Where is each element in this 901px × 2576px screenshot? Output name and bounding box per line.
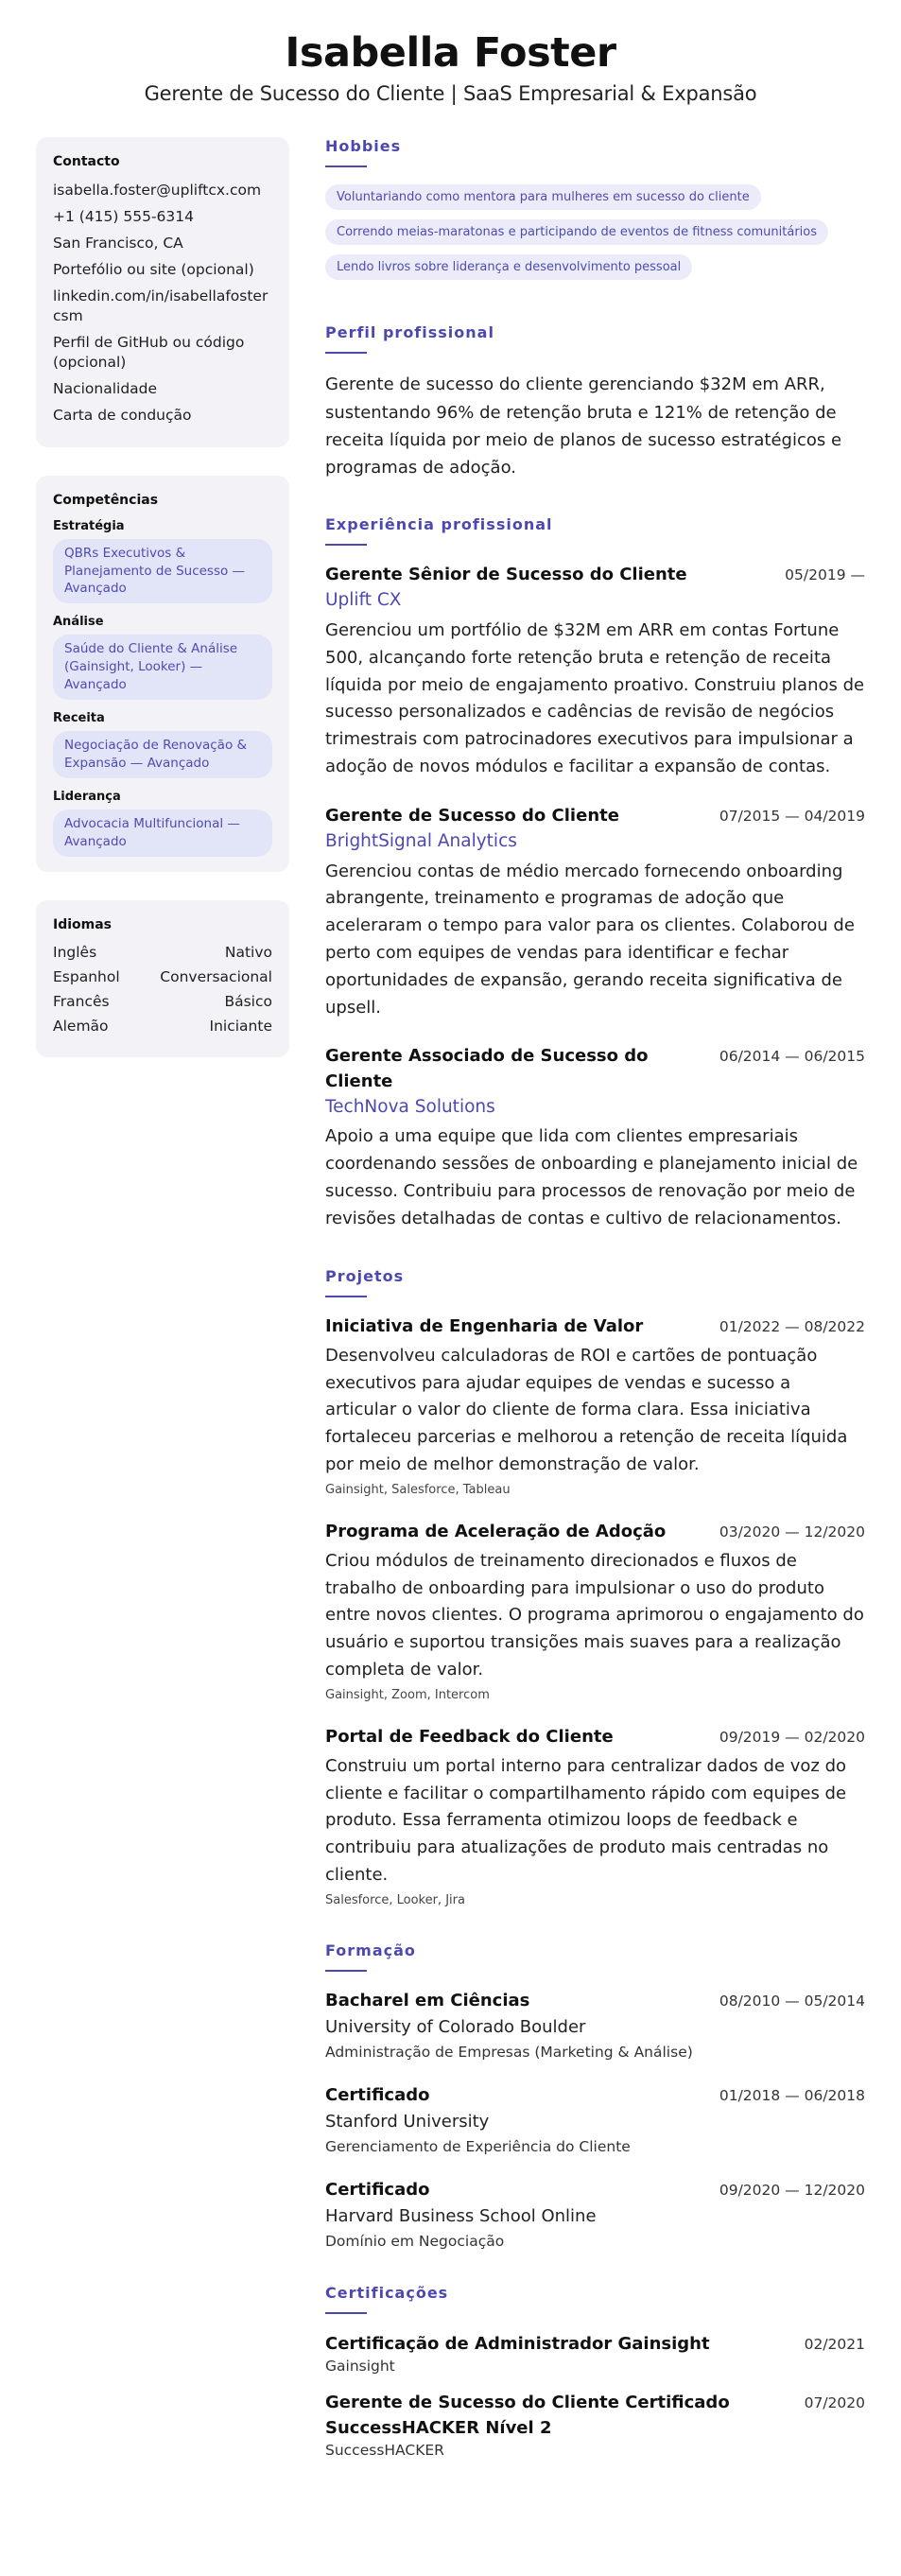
- section-divider: [325, 1296, 367, 1297]
- project-entry: [325, 1520, 865, 1702]
- languages-title: Idiomas: [53, 916, 113, 932]
- project-description: Desenvolveu calculadoras de ROI e cartões de pontuação executivos para ajudar equipes de vendas e sucesso a articular o valor do cliente de forma clara. Essa iniciativa fortaleceu parcerias e melhorou a retenção de receita líquida por meio de melhor demonstração de valor.: [325, 1345, 848, 1474]
- certification-name: Certificação de Administrador Gainsight: [325, 2334, 710, 2355]
- candidate-name: Isabella Foster: [285, 29, 616, 77]
- contact-driving-license: Carta de condução: [53, 406, 192, 424]
- project-dates: 01/2022 — 08/2022: [719, 1317, 865, 1335]
- skill-pill: Negociação de Renovação & Expansão — Avançado: [53, 731, 272, 778]
- resume-header: [36, 0, 865, 105]
- section-divider: [325, 544, 367, 546]
- skills-card: [36, 476, 289, 872]
- skill-pill: Saúde do Cliente & Análise (Gainsight, Looker) — Avançado: [53, 635, 272, 700]
- entry-header: [325, 2083, 865, 2108]
- entry-header: [325, 1520, 865, 1544]
- school-name: University of Colorado Boulder: [325, 2016, 586, 2037]
- certification-issuer: Gainsight: [325, 2358, 395, 2376]
- skill-category: Liderança: [53, 789, 121, 804]
- language-row: [53, 1018, 272, 1035]
- project-dates: 09/2019 — 02/2020: [719, 1728, 865, 1746]
- skill-category: Análise: [53, 615, 104, 630]
- hobby-pill: Voluntariando como mentora para mulheres em sucesso do cliente: [325, 184, 761, 210]
- education-dates: 09/2020 — 12/2020: [719, 2182, 865, 2200]
- section-divider: [325, 2312, 367, 2314]
- entry-header: [325, 1989, 865, 2013]
- job-dates: 06/2014 — 06/2015: [719, 1048, 865, 1066]
- entry-header: [325, 1725, 865, 1749]
- education-dates: 08/2010 — 05/2014: [719, 1992, 865, 2010]
- degree-name: Certificado: [325, 2085, 430, 2106]
- certification-entry: [325, 2390, 865, 2459]
- entry-header: [325, 804, 865, 828]
- contact-title: Contacto: [53, 154, 120, 170]
- contact-phone[interactable]: +1 (415) 555-6314: [53, 208, 195, 226]
- profile-summary: Gerente de sucesso do cliente gerenciando $32M em ARR, sustentando 96% de retenção bruta e 121% de retenção de receita líquida por meio de planos de sucesso estratégicos e programas de adoção.: [325, 374, 842, 478]
- education-entry: [325, 2083, 865, 2155]
- language-name: Alemão: [53, 1017, 109, 1035]
- left-sidebar: [36, 137, 289, 2493]
- project-entry: [325, 1725, 865, 1907]
- school-name: Harvard Business School Online: [325, 2206, 597, 2227]
- entry-header: [325, 1044, 865, 1093]
- section-title: Perfil profissional: [325, 323, 494, 342]
- project-description: Criou módulos de treinamento direcionados e fluxos de trabalho de onboarding para impulsionar o uso do produto entre novos clientes. O programa aprimorou o engajamento do usuário e suportou transições mais suaves para a realização completa de valor.: [325, 1550, 864, 1680]
- field-of-study: Administração de Empresas (Marketing & Análise): [325, 2044, 693, 2062]
- job-description: Gerenciou contas de médio mercado fornecendo onboarding abrangente, treinamento e programas de adoção que aceleraram o tempo para valor para os clientes. Colaborou de perto com equipes de vendas para identificar e fechar oportunidades de expansão, gerando receita significativa de upsell.: [325, 861, 855, 1018]
- company-name: Uplift CX: [325, 590, 402, 611]
- project-tools: Gainsight, Zoom, Intercom: [325, 1687, 490, 1702]
- section-divider: [325, 165, 367, 167]
- section-divider: [325, 352, 367, 354]
- language-level: Básico: [224, 992, 272, 1010]
- degree-name: Bacharel em Ciências: [325, 1990, 530, 2010]
- project-tools: Salesforce, Looker, Jira: [325, 1892, 465, 1907]
- job-dates: 07/2015 — 04/2019: [719, 807, 865, 825]
- language-row: [53, 968, 272, 985]
- job-description: Apoio a uma equipe que lida com clientes empresariais coordenando sessões de onboarding e planejamento inicial de sucesso. Contribuiu para processos de renovação por meio de revisões detalhadas de contas e cultivo de relacionamentos.: [325, 1126, 858, 1228]
- language-level: Nativo: [224, 943, 272, 961]
- contact-location: San Francisco, CA: [53, 235, 183, 252]
- entry-header: [325, 2178, 865, 2202]
- job-description: Gerenciou um portfólio de $32M em ARR em contas Fortune 500, alcançando forte retenção bruta e retenção de receita líquida por meio de engajamento proativo. Construiu planos de sucesso personalizados e cadências de revisão de negócios trimestrais com patrocinadores executivos para impulsionar a adoção de novos módulos e facilitar a expansão de contas.: [325, 619, 865, 776]
- contact-portfolio: Portefólio ou site (opcional): [53, 261, 254, 279]
- project-description: Construiu um portal interno para centralizar dados de voz do cliente e facilitar o compartilhamento rápido com equipes de produto. Essa ferramenta otimizou loops de feedback e contribuiu para atualizações de produto mais centradas no cliente.: [325, 1755, 847, 1886]
- skills-title: Competências: [53, 492, 159, 508]
- section-title: Hobbies: [325, 137, 402, 156]
- education-section: [325, 1941, 865, 2251]
- certification-issuer: SuccessHACKER: [325, 2442, 444, 2460]
- language-name: Espanhol: [53, 967, 120, 985]
- entry-header: [325, 2331, 865, 2357]
- entry-header: [325, 2390, 865, 2441]
- skill-pill: QBRs Executivos & Planejamento de Sucesso — Avançado: [53, 539, 272, 604]
- candidate-headline: Gerente de Sucesso do Cliente | SaaS Empresarial & Expansão: [144, 82, 757, 106]
- contact-card: [36, 137, 289, 446]
- project-dates: 03/2020 — 12/2020: [719, 1523, 865, 1540]
- job-title: Gerente de Sucesso do Cliente: [325, 805, 619, 826]
- experience-entry: [325, 1044, 865, 1232]
- hobby-pill: Lendo livros sobre liderança e desenvolvimento pessoal: [325, 254, 692, 280]
- education-entry: [325, 1989, 865, 2061]
- field-of-study: Domínio em Negociação: [325, 2233, 505, 2251]
- certifications-section: [325, 2284, 865, 2459]
- school-name: Stanford University: [325, 2112, 490, 2132]
- hobbies-section: [325, 137, 865, 289]
- contact-email[interactable]: isabella.foster@upliftcx.com: [53, 182, 262, 200]
- hobby-list: [325, 184, 865, 289]
- section-title: Projetos: [325, 1266, 405, 1285]
- resume-columns: [36, 137, 865, 2493]
- project-tools: Gainsight, Salesforce, Tableau: [325, 1482, 511, 1497]
- section-title: Experiência profissional: [325, 515, 553, 534]
- contact-github: Perfil de GitHub ou código (opcional): [53, 333, 245, 371]
- skill-category: Estratégia: [53, 518, 125, 533]
- section-divider: [325, 1970, 367, 1972]
- job-title: Gerente Associado de Sucesso do Cliente: [325, 1046, 649, 1091]
- job-dates: 05/2019 —: [785, 566, 865, 584]
- job-title: Gerente Sênior de Sucesso do Cliente: [325, 565, 687, 585]
- language-level: Iniciante: [209, 1017, 272, 1035]
- contact-nationality: Nacionalidade: [53, 379, 158, 397]
- skill-pill: Advocacia Multifuncional — Avançado: [53, 809, 272, 857]
- project-entry: [325, 1314, 865, 1497]
- project-name: Portal de Feedback do Cliente: [325, 1726, 614, 1747]
- skill-category: Receita: [53, 711, 105, 725]
- experience-section: [325, 515, 865, 1233]
- projects-section: [325, 1267, 865, 1907]
- language-row: [53, 993, 272, 1010]
- profile-section: [325, 323, 865, 481]
- experience-entry: [325, 563, 865, 781]
- language-level: Conversacional: [160, 967, 272, 985]
- experience-entry: [325, 804, 865, 1022]
- field-of-study: Gerenciamento de Experiência do Cliente: [325, 2138, 631, 2156]
- company-name: BrightSignal Analytics: [325, 830, 517, 851]
- certification-date: 07/2020: [804, 2394, 865, 2412]
- language-row: [53, 944, 272, 961]
- certification-date: 02/2021: [804, 2336, 865, 2354]
- section-title: Certificações: [325, 2284, 449, 2303]
- languages-card: [36, 900, 289, 1057]
- entry-header: [325, 1314, 865, 1339]
- contact-linkedin[interactable]: linkedin.com/in/isabellafostercsm: [53, 287, 269, 325]
- degree-name: Certificado: [325, 2180, 430, 2201]
- project-name: Iniciativa de Engenharia de Valor: [325, 1315, 644, 1336]
- hobby-pill: Correndo meias-maratonas e participando de eventos de fitness comunitários: [325, 219, 828, 245]
- language-name: Inglês: [53, 943, 97, 961]
- entry-header: [325, 563, 865, 587]
- education-entry: [325, 2178, 865, 2250]
- section-title: Formação: [325, 1941, 416, 1959]
- main-content: [325, 137, 865, 2493]
- certification-name: Gerente de Sucesso do Cliente Certificado SuccessHACKER Nível 2: [325, 2393, 730, 2439]
- language-name: Francês: [53, 992, 110, 1010]
- certification-entry: [325, 2331, 865, 2375]
- company-name: TechNova Solutions: [325, 1096, 495, 1117]
- project-name: Programa de Aceleração de Adoção: [325, 1521, 667, 1541]
- education-dates: 01/2018 — 06/2018: [719, 2087, 865, 2105]
